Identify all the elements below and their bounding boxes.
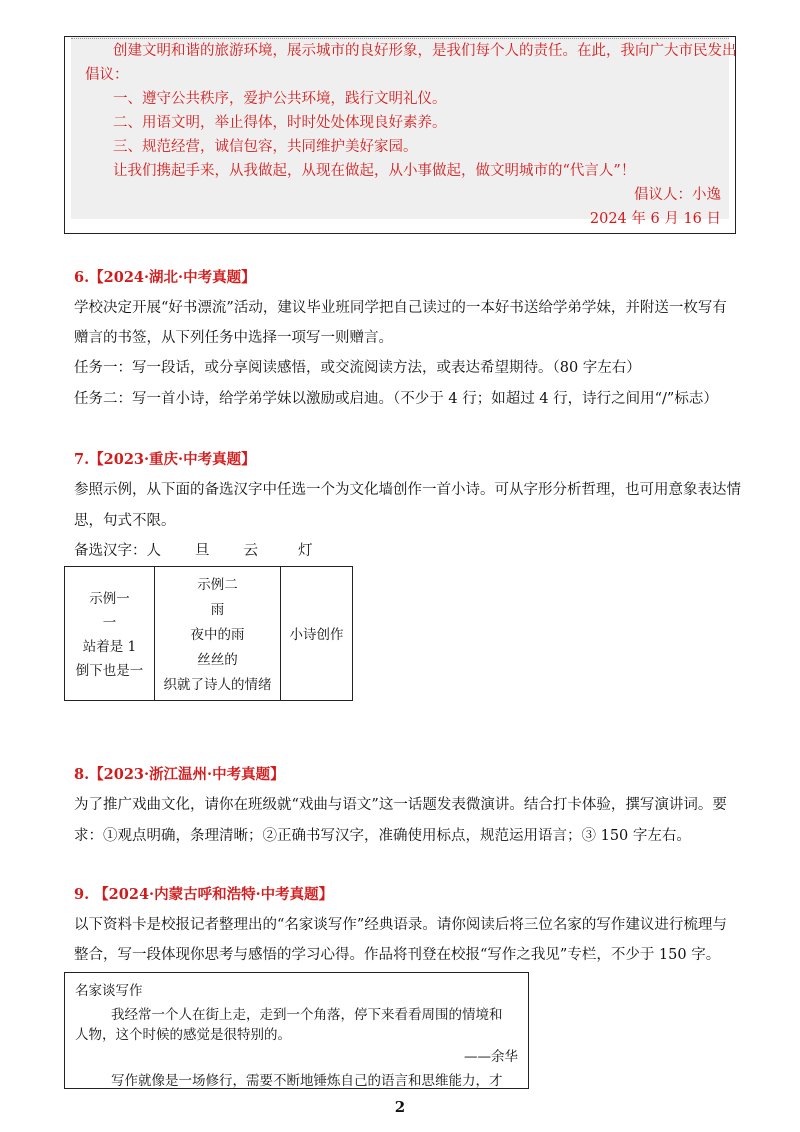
quote-2-line-1: 写作就像是一场修行，需要不断地锤炼自己的语言和思维能力，才 [111,1073,503,1089]
example-2-line-2: 夜中的雨 [190,627,245,643]
q7-heading: 7.【2023·重庆·中考真题】 [74,451,256,468]
q6-heading: 6.【2024·湖北·中考真题】 [74,269,256,286]
candidate-chars-label: 备选汉字： [74,543,147,559]
q6-line-2: 赠言的书签，从下列任务中选择一项写一则赠言。 [74,330,393,346]
page-number: 2 [394,1098,406,1116]
candidate-char-4: 灯 [298,543,313,559]
quote-1-line-2: 人物，这个时候的感觉是很特别的。 [75,1027,291,1043]
example-2-line-3: 丝丝的 [197,652,238,668]
example-1-line-1: 一 [102,615,117,631]
proposal-closing: 让我们携起手来，从我做起，从现在做起，从小事做起，做文明城市的“代言人”！ [113,163,636,179]
card-title: 名家谈写作 [75,983,143,999]
example-1-line-2: 站着是 1 [82,639,137,655]
example-1-title: 示例一 [89,591,130,607]
proposal-line-2: 倡议： [85,67,129,83]
example-2-line-1: 雨 [210,602,225,618]
poem-creation-label: 小诗创作 [289,627,344,643]
proposal-background [71,37,737,227]
q8-heading: 8.【2023·浙江温州·中考真题】 [74,766,285,783]
poem-creation-cell [281,567,352,700]
writing-quotes-card [64,972,529,1089]
q7-line-1: 参照示例，从下面的备选汉字中任选一个为文化墙创作一首小诗。可从字形分析哲理，也可用意象表达情 [74,482,741,498]
q6-line-1: 学校决定开展“好书漂流”活动，建议毕业班同学把自己读过的一本好书送给学弟学妹，并附送一枚写有 [74,300,727,316]
proposal-line-1: 创建文明和谐的旅游环境，展示城市的良好形象，是我们每个人的责任。在此，我向广大市民发出 [113,43,737,59]
example-2-line-4: 织就了诗人的情绪 [163,677,272,693]
q7-line-2: 思，句式不限。 [74,513,176,529]
proposal-item-3: 三、规范经营，诚信包容，共同维护美好家园。 [113,139,418,155]
q6-task-2: 任务二：写一首小诗，给学弟学妹以激励或启迪。（不少于 4 行；如超过 4 行，诗行之间用“/”标志） [74,391,718,407]
dotted-divider [71,38,729,40]
example-2-cell [155,567,281,700]
example-2-title: 示例二 [197,577,238,593]
q9-line-1: 以下资料卡是校报记者整理出的“名家谈写作”经典语录。请你阅读后将三位名家的写作建议进行梳理与 [74,917,727,933]
q8-line-1: 为了推广戏曲文化，请你在班级就“戏曲与语文”这一话题发表微演讲。结合打卡体验，撰写演讲词。要 [74,797,727,813]
proposal-item-2: 二、用语文明，举止得体，时时处处体现良好素养。 [113,115,447,131]
example-1-line-3: 倒下也是一 [75,663,144,679]
proposal-signer: 倡议人：小逸 [634,187,721,203]
proposal-box [64,36,736,234]
q7-candidate-chars [74,539,313,560]
proposal-item-1: 一、遵守公共秩序，爱护公共环境，践行文明礼仪。 [113,91,447,107]
q9-line-2: 整合，写一段体现你思考与感悟的学习心得。作品将刊登在校报“写作之我见”专栏，不少于 150 字。 [74,947,721,963]
candidate-char-2: 旦 [195,543,210,559]
q6-task-1: 任务一：写一段话，或分享阅读感悟，或交流阅读方法，或表达希望期待。（80 字左右） [74,360,641,376]
candidate-char-3: 云 [243,543,258,559]
quote-1-line-1: 我经常一个人在街上走，走到一个角落，停下来看看周围的情境和 [111,1007,503,1023]
poem-example-table [64,566,353,701]
example-1-cell [65,567,155,700]
q8-line-2: 求：①观点明确，条理清晰；②正确书写汉字，准确使用标点，规范运用语言；③ 150 字左右。 [74,828,691,844]
candidate-char-1: 人 [146,543,161,559]
quote-1-author: ——余华 [464,1049,518,1065]
q9-heading: 9. 【2024·内蒙古呼和浩特·中考真题】 [74,886,334,903]
proposal-date: 2024 年 6 月 16 日 [589,211,721,227]
